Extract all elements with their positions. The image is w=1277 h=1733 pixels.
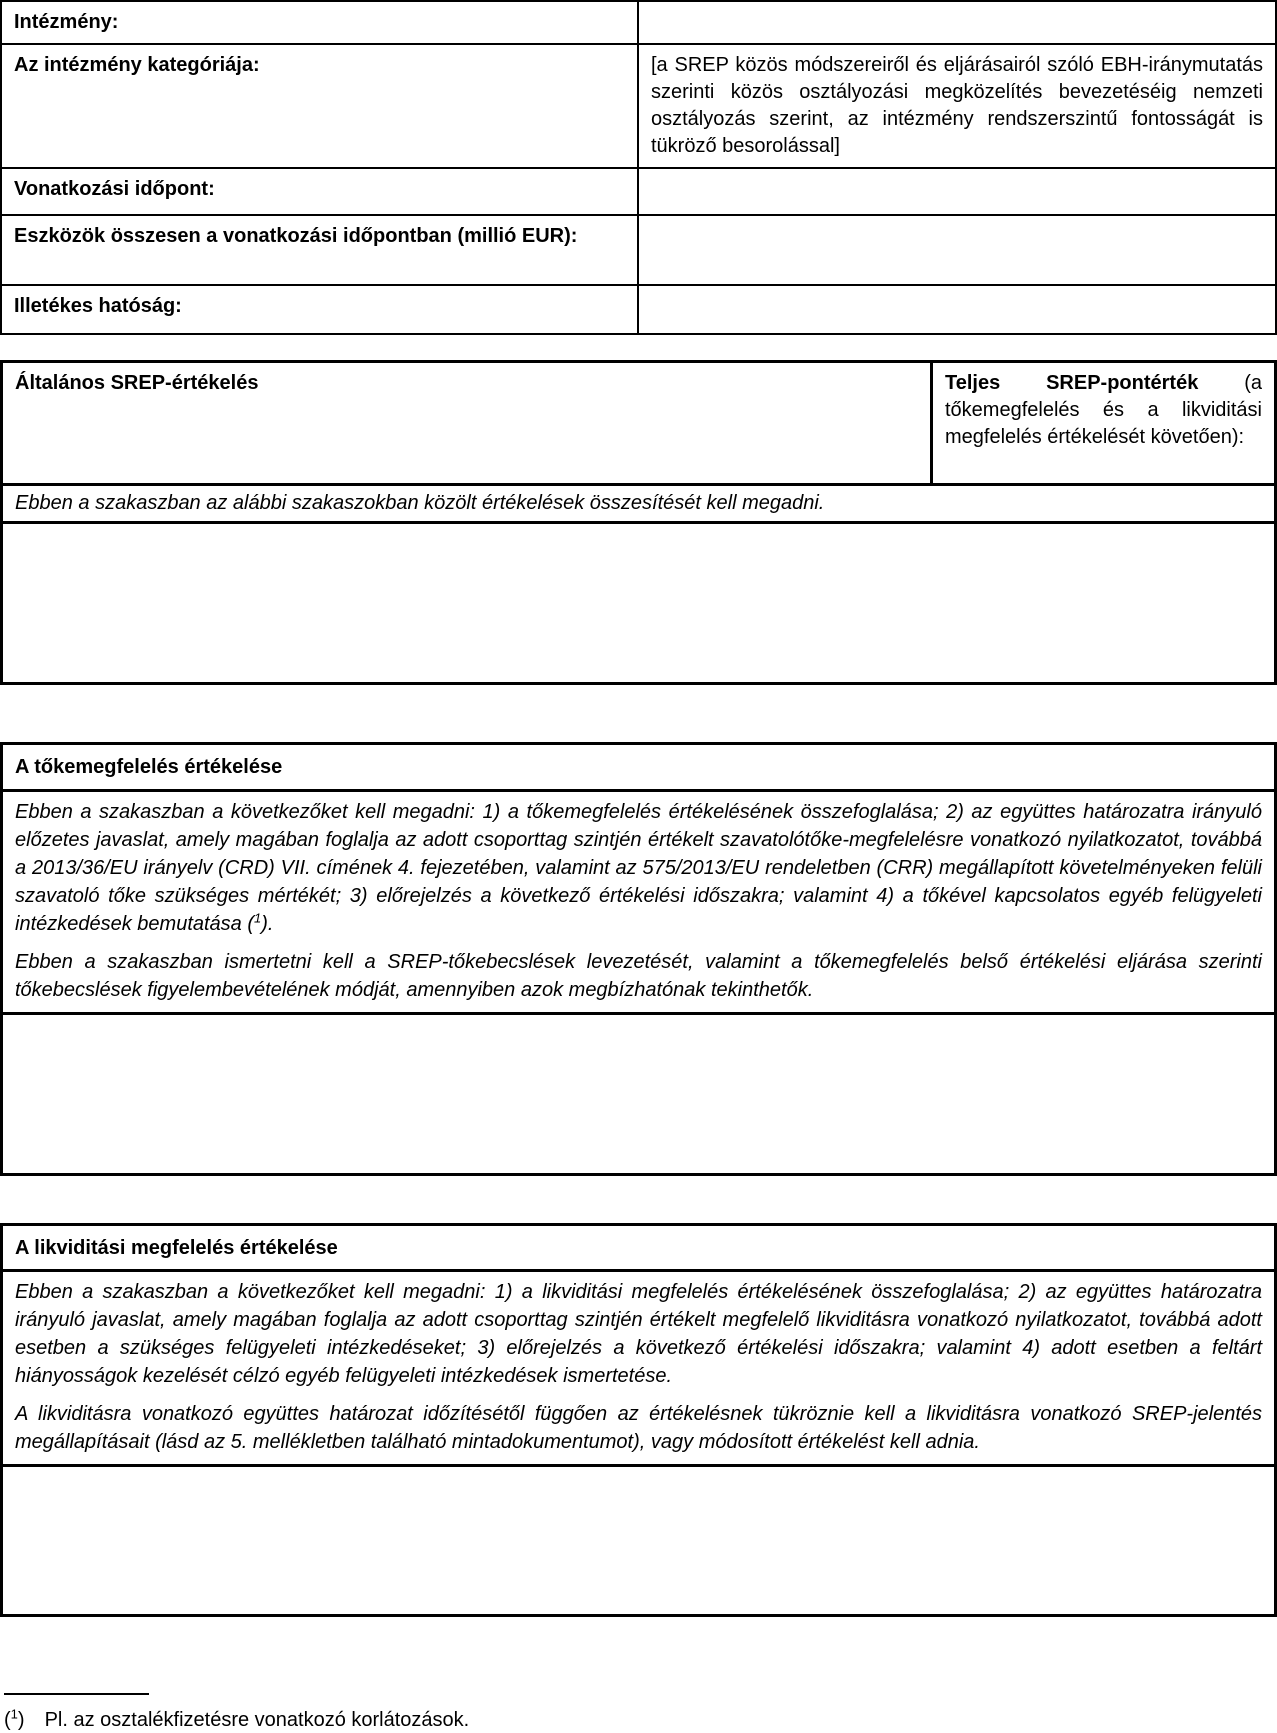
footnote-text (4, 1707, 1277, 1733)
reference-date-label: Vonatkozási időpont: (1, 168, 638, 215)
overall-srep-title: Általános SREP-értékelés (2, 362, 932, 485)
footnote-marker-number: 1 (10, 1706, 18, 1722)
category-value-cell: [a SREP közös módszereiről és eljárásairól szóló EBH-iránymutatás szerinti közös osztályozási megközelítés bevezetéséig nemzeti osztályozás szerint, az intézmény rendszerszintű fontosságát is tükröző besorolással] (638, 44, 1276, 168)
guidance-paragraph-text: Ebben a szakaszban a következőket kell megadni: 1) a tőkemegfelelés értékelésének összefoglalása; 2) az együttes határozatra irányuló előzetes javaslat, amely magában foglalja az adott csoporttag szintjén értékelt szavatolótőke-megfelelésre vonatkozó nyilatkozatot, továbbá a 2013/36/EU irányelv (CRD) VII. címének 4. fejezetében, valamint az 575/2013/EU rendeletben (CRR) megállapított követelményeken felüli szavatoló tőke szükséges mértékét; 3) előrejelzés a következő értékelési időszakra; valamint 4) a tőkével kapcsolatos egyéb felügyeleti intézkedések bemutatása ( (15, 801, 1262, 935)
category-label: Az intézmény kategóriája: (1, 44, 638, 168)
liquidity-adequacy-entry-row (2, 1466, 1276, 1616)
guidance-paragraph: A likviditásra vonatkozó együttes határozat időzítésétől függően az értékelésnek tükröznie kell a likviditásra vonatkozó SREP-jelentés megállapításait (lásd az 5. mellékletben található mintadokumentumot), vagy módosított értékelést kell adnia. (15, 1403, 1262, 1453)
total-assets-row (1, 215, 1276, 285)
institution-row (1, 1, 1276, 44)
liquidity-adequacy-guidance-row (2, 1271, 1276, 1466)
total-assets-label: Eszközök összesen a vonatkozási időpontban (millió EUR): (1, 215, 638, 285)
total-assets-value-cell (638, 215, 1276, 285)
overall-srep-table (0, 360, 1277, 685)
guidance-paragraph (15, 798, 1262, 938)
guidance-paragraph: Ebben a szakaszban ismertetni kell a SREP-tőkebecslések levezetését, valamint a tőkemegfelelés belső értékelési eljárása szerinti tőkebecslések figyelembevételének módját, amennyiben azok megbízhatónak tekinthetők. (15, 951, 1262, 1001)
liquidity-adequacy-guidance (2, 1271, 1276, 1466)
liquidity-adequacy-title: A likviditási megfelelés értékelése (2, 1225, 1276, 1271)
overall-srep-score-label-rest: (a tőkemegfelelés és a likviditási megfelelés értékelését követően): (945, 372, 1262, 448)
section-gap (0, 1176, 1277, 1223)
overall-srep-instruction-row (2, 485, 1276, 523)
liquidity-adequacy-header-row (2, 1225, 1276, 1271)
capital-adequacy-header-row (2, 744, 1276, 791)
reference-date-value-cell (638, 168, 1276, 215)
institution-info-table (0, 0, 1277, 335)
footnote-reference: 1 (254, 910, 262, 926)
reference-date-row (1, 168, 1276, 215)
overall-srep-entry-area (2, 523, 1276, 684)
competent-authority-label: Illetékes hatóság: (1, 285, 638, 334)
guidance-paragraph: Ebben a szakaszban a következőket kell megadni: 1) a likviditási megfelelés értékelésének összefoglalása; 2) az együttes határozatra irányuló javaslat, amely magában foglalja az adott csoporttag szintjén értékelt megfelelő likviditásra vonatkozó nyilatkozatot, továbbá adott esetben a szükséges felügyeleti intézkedéseket; 3) előrejelzés a következő értékelési időszakra; valamint 4) adott esetben a feltárt hiányosságok kezelését célzó egyéb felügyeleti intézkedések ismertetése. (15, 1281, 1262, 1387)
footnote-marker-open: ( (4, 1709, 11, 1731)
competent-authority-value-cell (638, 285, 1276, 334)
guidance-paragraph-text: ). (261, 913, 274, 935)
overall-srep-instruction: Ebben a szakaszban az alábbi szakaszokban közölt értékelések összesítését kell megadni. (2, 485, 1276, 523)
capital-adequacy-guidance-row (2, 791, 1276, 1014)
capital-adequacy-title: A tőkemegfelelés értékelése (2, 744, 1276, 791)
footnote-separator (4, 1693, 149, 1695)
capital-adequacy-entry-row (2, 1014, 1276, 1175)
capital-adequacy-table (0, 742, 1277, 1176)
capital-adequacy-entry-area (2, 1014, 1276, 1175)
footnote (0, 1693, 1277, 1733)
liquidity-adequacy-table (0, 1223, 1277, 1617)
category-row (1, 44, 1276, 168)
overall-srep-header-row (2, 362, 1276, 485)
section-gap (0, 685, 1277, 742)
section-gap (0, 335, 1277, 360)
footnote-marker (4, 1707, 25, 1733)
overall-srep-score-cell (932, 362, 1276, 485)
institution-label: Intézmény: (1, 1, 638, 44)
institution-value-cell (638, 1, 1276, 44)
capital-adequacy-guidance (2, 791, 1276, 1014)
competent-authority-row (1, 285, 1276, 334)
overall-srep-score-label-bold: Teljes SREP-pontérték (945, 372, 1199, 394)
overall-srep-entry-row (2, 523, 1276, 684)
footnote-marker-close: ) (17, 1709, 25, 1731)
liquidity-adequacy-entry-area (2, 1466, 1276, 1616)
footnote-body: Pl. az osztalékfizetésre vonatkozó korlátozások. (44, 1709, 470, 1731)
